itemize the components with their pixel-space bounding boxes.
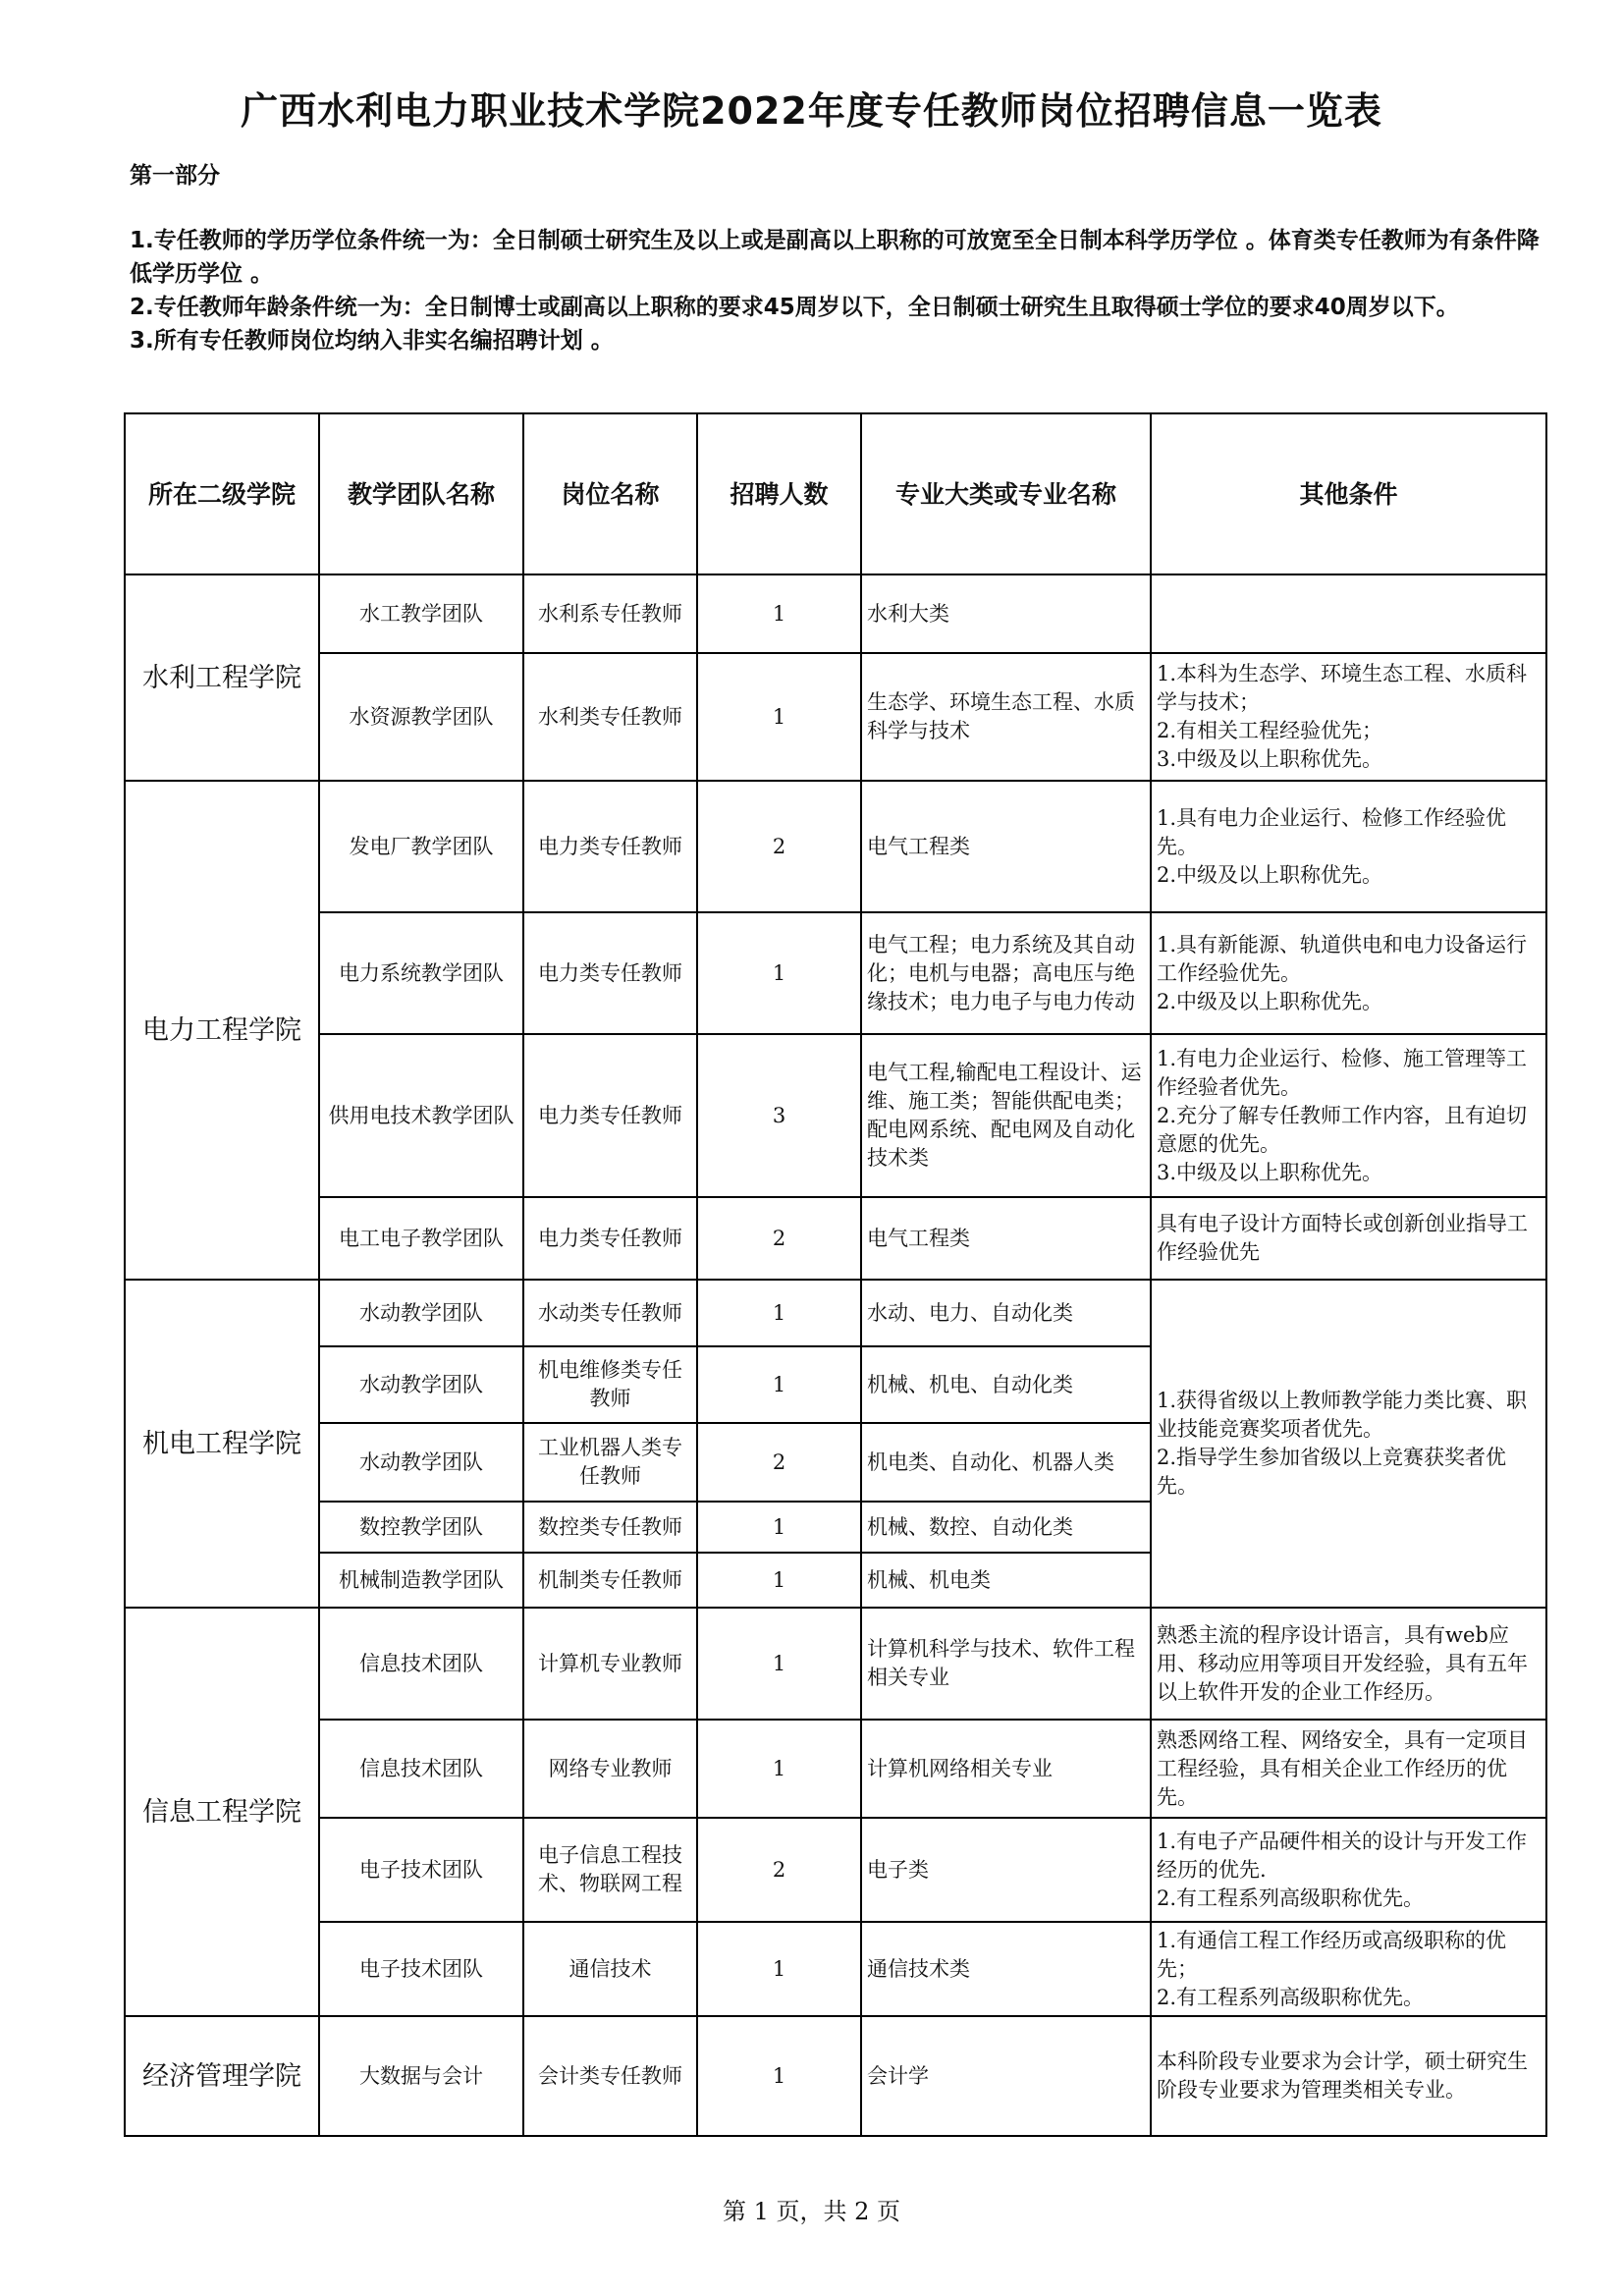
post-cell: 电子信息工程技术、物联网工程 (523, 1818, 697, 1922)
other-cell: 1.本科为生态学、环境生态工程、水质科学与技术； 2.有相关工程经验优先； 3.中级及以上职称优先。 (1151, 653, 1546, 781)
other-cell: 1.有电子产品硬件相关的设计与开发工作经历的优先. 2.有工程系列高级职称优先。 (1151, 1818, 1546, 1922)
major-cell: 计算机网络相关专业 (861, 1720, 1151, 1818)
header-major: 专业大类或专业名称 (861, 413, 1151, 574)
header-college: 所在二级学院 (125, 413, 319, 574)
team-cell: 电子技术团队 (319, 1922, 523, 2016)
post-cell: 水利系专任教师 (523, 574, 697, 653)
team-cell: 大数据与会计 (319, 2016, 523, 2136)
table-row (125, 1818, 1546, 1922)
section-heading: 第一部分 (130, 163, 220, 189)
count-cell: 1 (697, 1608, 861, 1720)
note-3: 3.所有专任教师岗位均纳入非实名编招聘计划 。 (130, 328, 614, 354)
count-cell: 1 (697, 1922, 861, 2016)
table-row (125, 1280, 1546, 1346)
note-1: 1.专任教师的学历学位条件统一为：全日制硕士研究生及以上或是副高以上职称的可放宽至全日制本科学历学位 。体育类专任教师为有条件降低学历学位 。 (130, 228, 1540, 287)
count-cell: 1 (697, 1502, 861, 1553)
team-cell: 水动教学团队 (319, 1280, 523, 1346)
post-cell: 计算机专业教师 (523, 1608, 697, 1720)
major-cell: 机电类、自动化、机器人类 (861, 1423, 1151, 1502)
post-cell: 电力类专任教师 (523, 1034, 697, 1197)
other-cell: 1.有电力企业运行、检修、施工管理等工作经验者优先。 2.充分了解专任教师工作内容，且有迫切意愿的优先。 3.中级及以上职称优先。 (1151, 1034, 1546, 1197)
count-cell: 2 (697, 781, 861, 912)
team-cell: 发电厂教学团队 (319, 781, 523, 912)
count-cell: 1 (697, 1280, 861, 1346)
post-cell: 工业机器人类专任教师 (523, 1423, 697, 1502)
count-cell: 1 (697, 2016, 861, 2136)
table-row (125, 2016, 1546, 2136)
major-cell: 生态学、环境生态工程、水质科学与技术 (861, 653, 1151, 781)
count-cell: 3 (697, 1034, 861, 1197)
count-cell: 1 (697, 574, 861, 653)
post-cell: 电力类专任教师 (523, 912, 697, 1034)
team-cell: 水资源教学团队 (319, 653, 523, 781)
document-title: 广西水利电力职业技术学院2022年度专任教师岗位招聘信息一览表 (241, 89, 1382, 133)
post-cell: 机制类专任教师 (523, 1553, 697, 1608)
count-cell: 1 (697, 1553, 861, 1608)
other-cell: 熟悉主流的程序设计语言，具有web应用、移动应用等项目开发经验，具有五年以上软件开发的企业工作经历。 (1151, 1608, 1546, 1720)
post-cell: 电力类专任教师 (523, 781, 697, 912)
header-count: 招聘人数 (697, 413, 861, 574)
recruitment-table (124, 412, 1547, 2137)
table-row (125, 1922, 1546, 2016)
major-cell: 会计学 (861, 2016, 1151, 2136)
major-cell: 电气工程类 (861, 1197, 1151, 1280)
team-cell: 水工教学团队 (319, 574, 523, 653)
other-cell: 具有电子设计方面特长或创新创业指导工作经验优先 (1151, 1197, 1546, 1280)
major-cell: 机械、数控、自动化类 (861, 1502, 1151, 1553)
post-cell: 网络专业教师 (523, 1720, 697, 1818)
count-cell: 2 (697, 1818, 861, 1922)
team-cell: 数控教学团队 (319, 1502, 523, 1553)
college-cell: 信息工程学院 (125, 1608, 319, 2016)
note-2: 2.专任教师年龄条件统一为：全日制博士或副高以上职称的要求45周岁以下，全日制硕士研究生且取得硕士学位的要求40周岁以下。 (130, 295, 1459, 320)
team-cell: 电工电子教学团队 (319, 1197, 523, 1280)
table-body (125, 574, 1546, 2136)
header-team: 教学团队名称 (319, 413, 523, 574)
post-cell: 水利类专任教师 (523, 653, 697, 781)
major-cell: 电气工程；电力系统及其自动化；电机与电器；高电压与绝缘技术；电力电子与电力传动 (861, 912, 1151, 1034)
college-cell: 电力工程学院 (125, 781, 319, 1280)
major-cell: 水动、电力、自动化类 (861, 1280, 1151, 1346)
major-cell: 计算机科学与技术、软件工程相关专业 (861, 1608, 1151, 1720)
major-cell: 通信技术类 (861, 1922, 1151, 2016)
other-cell: 1.有通信工程工作经历或高级职称的优先； 2.有工程系列高级职称优先。 (1151, 1922, 1546, 2016)
count-cell: 2 (697, 1423, 861, 1502)
college-cell: 机电工程学院 (125, 1280, 319, 1608)
post-cell: 水动类专任教师 (523, 1280, 697, 1346)
notes-block (130, 224, 1553, 357)
table-row (125, 1197, 1546, 1280)
major-cell: 机械、机电、自动化类 (861, 1346, 1151, 1423)
major-cell: 电气工程类 (861, 781, 1151, 912)
count-cell: 2 (697, 1197, 861, 1280)
post-cell: 数控类专任教师 (523, 1502, 697, 1553)
header-other: 其他条件 (1151, 413, 1546, 574)
team-cell: 供用电技术教学团队 (319, 1034, 523, 1197)
table-row (125, 781, 1546, 912)
college-cell: 水利工程学院 (125, 574, 319, 781)
table-row (125, 1608, 1546, 1720)
team-cell: 电力系统教学团队 (319, 912, 523, 1034)
team-cell: 水动教学团队 (319, 1346, 523, 1423)
table-row (125, 912, 1546, 1034)
count-cell: 1 (697, 1346, 861, 1423)
post-cell: 通信技术 (523, 1922, 697, 2016)
major-cell: 电气工程,输配电工程设计、运维、施工类；智能供配电类；配电网系统、配电网及自动化技术类 (861, 1034, 1151, 1197)
team-cell: 水动教学团队 (319, 1423, 523, 1502)
count-cell: 1 (697, 912, 861, 1034)
table-row (125, 1720, 1546, 1818)
post-cell: 电力类专任教师 (523, 1197, 697, 1280)
other-cell: 1.具有新能源、轨道供电和电力设备运行工作经验优先。 2.中级及以上职称优先。 (1151, 912, 1546, 1034)
other-cell: 本科阶段专业要求为会计学，硕士研究生阶段专业要求为管理类相关专业。 (1151, 2016, 1546, 2136)
other-cell: 1.具有电力企业运行、检修工作经验优先。 2.中级及以上职称优先。 (1151, 781, 1546, 912)
other-cell: 1.获得省级以上教师教学能力类比赛、职业技能竞赛奖项者优先。 2.指导学生参加省级以上竞赛获奖者优先。 (1151, 1280, 1546, 1608)
other-cell: 熟悉网络工程、网络安全，具有一定项目工程经验，具有相关企业工作经历的优先。 (1151, 1720, 1546, 1818)
post-cell: 机电维修类专任教师 (523, 1346, 697, 1423)
team-cell: 机械制造教学团队 (319, 1553, 523, 1608)
count-cell: 1 (697, 653, 861, 781)
team-cell: 信息技术团队 (319, 1608, 523, 1720)
page-footer: 第 1 页，共 2 页 (722, 2198, 901, 2225)
team-cell: 信息技术团队 (319, 1720, 523, 1818)
major-cell: 机械、机电类 (861, 1553, 1151, 1608)
table-row (125, 574, 1546, 653)
count-cell: 1 (697, 1720, 861, 1818)
header-post: 岗位名称 (523, 413, 697, 574)
table-row (125, 1034, 1546, 1197)
major-cell: 电子类 (861, 1818, 1151, 1922)
team-cell: 电子技术团队 (319, 1818, 523, 1922)
college-cell: 经济管理学院 (125, 2016, 319, 2136)
major-cell: 水利大类 (861, 574, 1151, 653)
other-cell (1151, 574, 1546, 653)
table-row (125, 653, 1546, 781)
table-header-row (125, 413, 1546, 574)
post-cell: 会计类专任教师 (523, 2016, 697, 2136)
